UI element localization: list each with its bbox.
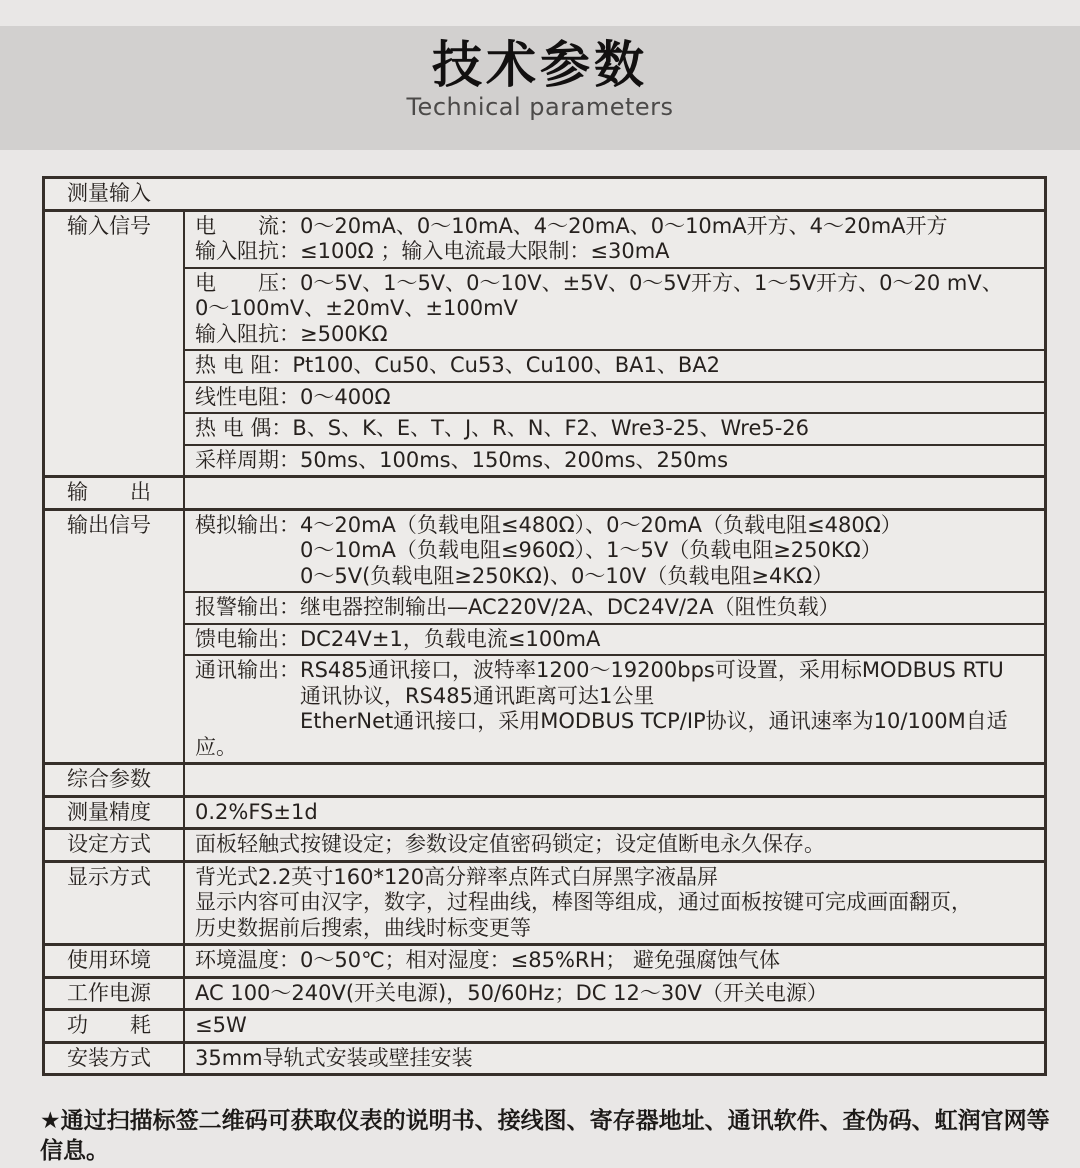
spec-subcell-environment — [185, 946, 1044, 976]
table-row-output-signal — [45, 508, 1044, 763]
spec-line: ≤5W — [195, 1013, 247, 1037]
spec-line: 历史数据前后搜索，曲线时标变更等 — [195, 915, 531, 940]
row-label: 综合参数 — [45, 765, 185, 795]
table-row-installation — [45, 1041, 1044, 1074]
spec-line: EtherNet通讯接口，采用MODBUS TCP/IP协议，通讯速率为10/100M自适应。 — [195, 709, 1008, 759]
spec-line: 模拟输出：4～20mA（负载电阻≤480Ω）、0～20mA（负载电阻≤480Ω） — [195, 512, 902, 537]
spec-line: AC 100～240V(开关电源)，50/60Hz；DC 12～30V（开关电源） — [195, 980, 828, 1005]
spec-line: 采样周期：50ms、100ms、150ms、200ms、250ms — [195, 447, 729, 472]
spec-subcell-voltage — [185, 267, 1044, 350]
table-row-consumption — [45, 1008, 1044, 1041]
spec-subcell-analog-output — [185, 511, 1044, 592]
spec-subcell-feed-output — [185, 623, 1044, 655]
spec-line: 显示内容可由汉字，数字，过程曲线，棒图等组成，通过面板按键可完成画面翻页， — [195, 890, 972, 914]
spec-subcell-display — [185, 863, 1044, 944]
row-content — [185, 212, 1044, 476]
spec-line: 背光式2.2英寸160*120高分辩率点阵式白屏黑字液晶屏 — [195, 864, 719, 889]
page-subtitle: Technical parameters — [406, 93, 674, 121]
row-label: 测量精度 — [45, 798, 185, 828]
spec-subcell-empty — [185, 478, 1044, 508]
spec-line: 输入阻抗：≥500KΩ — [195, 321, 388, 346]
title-band — [0, 26, 1080, 150]
row-content — [185, 478, 1044, 508]
row-label: 输入信号 — [45, 212, 185, 476]
spec-line: 电 压：0～5V、1～5V、0～10V、±5V、0～5V开方、1～5V开方、0～20 mV、 — [195, 270, 1003, 295]
row-label: 测量输入 — [67, 181, 151, 205]
table-row-general-params — [45, 762, 1044, 795]
row-label: 输出信号 — [45, 511, 185, 763]
footer-note: ★通过扫描标签二维码可获取仪表的说明书、接线图、寄存器地址、通讯软件、查伪码、虹润官网等信息。 — [40, 1108, 1050, 1164]
table-row-display-method — [45, 860, 1044, 944]
spec-line: 通讯协议，RS485通讯距离可达1公里 — [195, 683, 655, 708]
row-label: 输 出 — [45, 478, 185, 508]
spec-table — [42, 176, 1047, 1076]
table-row-input-signal — [45, 209, 1044, 476]
spec-line: 线性电阻：0～400Ω — [195, 384, 391, 409]
spec-subcell-current — [185, 212, 1044, 267]
row-content — [185, 511, 1044, 763]
spec-line: 输入阻抗：≤100Ω ；输入电流最大限制：≤30mA — [195, 239, 670, 263]
spec-line: 热 电 阻：Pt100、Cu50、Cu53、Cu100、BA1、BA2 — [195, 353, 721, 377]
spec-subcell-thermocouple — [185, 412, 1044, 444]
table-row-setting-method — [45, 827, 1044, 860]
row-label: 设定方式 — [45, 830, 185, 860]
spec-line: 0～5V(负载电阻≥250KΩ)、0～10V（负载电阻≥4KΩ） — [195, 563, 834, 588]
row-label: 工作电源 — [45, 979, 185, 1009]
page-title: 技术参数 — [432, 36, 648, 94]
spec-line: 0.2%FS±1d — [195, 799, 318, 824]
spec-line: 馈电输出：DC24V±1，负载电流≤100mA — [195, 626, 601, 651]
table-row-accuracy — [45, 795, 1044, 828]
spec-line: 0～100mV、±20mV、±100mV — [195, 296, 518, 320]
table-row-output — [45, 475, 1044, 508]
spec-subcell-linear-resistance — [185, 381, 1044, 413]
row-content — [185, 946, 1044, 976]
row-content — [185, 979, 1044, 1009]
spec-line: 35mm导轨式安装或壁挂安装 — [195, 1045, 473, 1070]
row-label: 使用环境 — [45, 946, 185, 976]
row-content — [185, 830, 1044, 860]
row-content — [185, 1011, 1044, 1041]
table-row-environment — [45, 943, 1044, 976]
spec-line: 报警输出：继电器控制输出—AC220V/2A、DC24V/2A（阻性负载） — [195, 595, 840, 619]
spec-subcell-comm-output — [185, 654, 1044, 762]
row-content — [185, 798, 1044, 828]
table-row-power-supply — [45, 976, 1044, 1009]
spec-line: 面板轻触式按键设定；参数设定值密码锁定；设定值断电永久保存。 — [195, 832, 825, 856]
spec-subcell-sampling — [185, 444, 1044, 476]
row-content — [185, 863, 1044, 944]
row-content — [185, 1044, 1044, 1074]
spec-line: 电 流：0～20mA、0～10mA、4～20mA、0～10mA开方、4～20mA开方 — [195, 213, 948, 238]
spec-line: 0～10mA（负载电阻≤960Ω）、1～5V（负载电阻≥250KΩ） — [195, 538, 882, 562]
spec-line: 通讯输出：RS485通讯接口，波特率1200～19200bps可设置，采用标MODBUS RTU — [195, 658, 1004, 682]
spec-line: 环境温度：0～50℃；相对湿度：≤85%RH； 避免强腐蚀气体 — [195, 948, 780, 972]
row-label: 功 耗 — [45, 1011, 185, 1041]
spec-subcell-rtd — [185, 349, 1044, 381]
spec-line: 热 电 偶：B、S、K、E、T、J、R、N、F2、Wre3-25、Wre5-26 — [195, 416, 810, 440]
spec-subcell-setting — [185, 830, 1044, 860]
spec-subcell-installation — [185, 1044, 1044, 1074]
table-row-measure-input — [45, 179, 1044, 209]
spec-subcell-empty — [185, 765, 1044, 795]
spec-subcell-accuracy — [185, 798, 1044, 828]
spec-subcell-power — [185, 979, 1044, 1009]
row-content — [185, 765, 1044, 795]
row-label: 显示方式 — [45, 863, 185, 944]
spec-subcell-alarm-output — [185, 591, 1044, 623]
row-label: 安装方式 — [45, 1044, 185, 1074]
spec-subcell-consumption — [185, 1011, 1044, 1041]
